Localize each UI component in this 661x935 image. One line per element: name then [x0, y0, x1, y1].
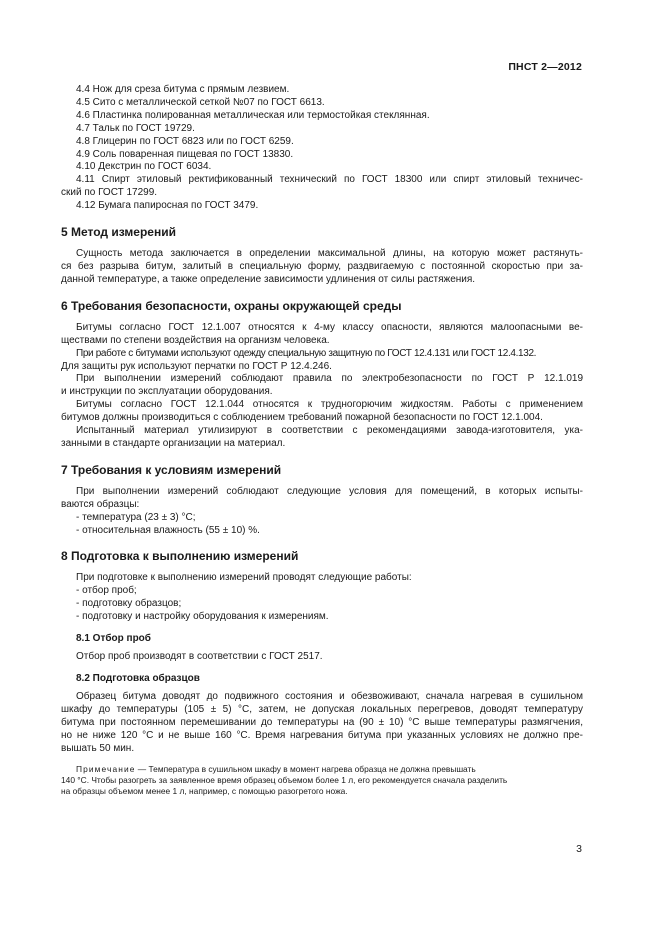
section-8-heading: 8 Подготовка к выполнению измерений: [61, 549, 299, 564]
list-item: 4.11 Спирт этиловый ректификованный технический по ГОСТ 18300 или спирт этиловый техничес-: [76, 174, 583, 186]
list-item: - отбор проб;: [76, 585, 137, 597]
note-line: 140 °С. Чтобы разогреть за заявленное время образец объемом более 1 л, его рекомендуется сначала разделить: [61, 774, 508, 785]
text-line: Сущность метода заключается в определении максимальной длины, на которую может растянуть-: [76, 248, 583, 260]
list-item: - подготовку образцов;: [76, 598, 182, 610]
section-6-body: [61, 322, 583, 451]
list-item: - температура (23 ± 3) °С;: [76, 511, 196, 523]
text-line: ваются образцы:: [61, 498, 140, 510]
text-line: вышать 50 мин.: [61, 742, 135, 754]
list-item: 4.10 Декстрин по ГОСТ 6034.: [76, 161, 212, 173]
list-item: 4.8 Глицерин по ГОСТ 6823 или по ГОСТ 6259.: [76, 135, 294, 147]
text-line: битума при постоянном перемешивании до температуры на (90 ± 10) °С выше температуры размягчения,: [61, 716, 583, 728]
note-text: — Температура в сушильном шкафу в момент нагрева образца не должна превышать: [135, 763, 476, 774]
text-line: Для защиты рук используют перчатки по ГОСТ Р 12.4.246.: [61, 360, 332, 372]
section-5-heading: 5 Метод измерений: [61, 225, 176, 240]
document-code: ПНСТ 2—2012: [508, 61, 582, 73]
note-first-line: [61, 764, 583, 775]
subsection-8-2-heading: 8.2 Подготовка образцов: [76, 673, 200, 684]
equipment-list: [61, 84, 583, 213]
section-7-heading: 7 Требования к условиям измерений: [61, 462, 282, 477]
text-line: Образец битума доводят до подвижного состояния и обезвоживают, сначала нагревая в сушильном: [76, 691, 583, 702]
text-line: При выполнении измерений соблюдают правила по электробезопасности по ГОСТ Р 12.1.019: [76, 373, 583, 385]
list-item: 4.4 Нож для среза битума с прямым лезвием.: [76, 84, 290, 95]
section-6-heading: 6 Требования безопасности, охраны окружающей среды: [61, 298, 402, 313]
text-line: Битумы согласно ГОСТ 12.1.007 относятся к 4-му классу опасности, являются малоопасными ве-: [76, 321, 583, 333]
text-line: битумов должны производиться с соблюдением требований пожарной безопасности по ГОСТ 12.1.004.: [61, 412, 543, 424]
list-item: 4.9 Соль поваренная пищевая по ГОСТ 13830.: [76, 148, 294, 160]
text-line: Испытанный материал утилизируют в соответствии с рекомендациями завода-изготовителя, ука-: [76, 425, 583, 437]
note-label: Примечание: [76, 763, 136, 774]
section-7-body: [61, 486, 583, 538]
text-line: При выполнении измерений соблюдают следующие условия для помещений, в которых испыты-: [76, 485, 583, 497]
list-item: 4.5 Сито с металлической сеткой №07 по ГОСТ 6613.: [76, 96, 325, 108]
text-line: Отбор проб производят в соответствии с ГОСТ 2517.: [76, 651, 323, 663]
subsection-8-1-heading: 8.1 Отбор проб: [76, 633, 151, 645]
list-item: 4.7 Тальк по ГОСТ 19729.: [76, 122, 195, 134]
text-line: данной температуре, а также определение зависимости удлинения от силы растяжения.: [61, 273, 476, 285]
note: [61, 764, 583, 798]
text-line: и инструкции по эксплуатации оборудования.: [61, 386, 273, 398]
section-8-body: [61, 572, 583, 624]
text-line: шкафу до температуры (105 ± 5) °С, затем, не допуская локальных перегревов, доводят температуру: [61, 703, 583, 715]
text-line: но не ниже 120 °С и не выше 160 °С. Время нагревания битума при указанных условиях не должно пре-: [61, 729, 583, 741]
text-line: ществами по степени воздействия на организм человека.: [61, 334, 330, 346]
text-line: При подготовке к выполнению измерений проводят следующие работы:: [76, 572, 412, 584]
section-5-body: [61, 248, 583, 287]
note-line: на образцы объемом менее 1 л, например, с помощью разогретого ножа.: [61, 785, 348, 796]
list-item: ский по ГОСТ 17299.: [61, 187, 158, 199]
text-line: Битумы согласно ГОСТ 12.1.044 относятся к трудногорючим жидкостям. Работы с применением: [76, 399, 583, 411]
text-line: ся без разрыва битум, залитый в специальную форму, раздвигаемую с постоянной скоростью при за-: [61, 260, 583, 272]
text-line: занными в стандарте организации на материал.: [61, 437, 286, 449]
text-line: При работе с битумами используют одежду специальную защитную по ГОСТ 12.4.131 или ГОСТ 12.4.132.: [76, 347, 537, 359]
list-item: - подготовку и настройку оборудования к измерениям.: [76, 611, 329, 623]
list-item: 4.12 Бумага папиросная по ГОСТ 3479.: [76, 200, 259, 212]
page-number: 3: [576, 843, 582, 855]
page-body: [61, 84, 583, 797]
list-item: - относительная влажность (55 ± 10) %.: [76, 524, 260, 536]
subsection-8-2-body: [61, 691, 583, 756]
list-item: 4.6 Пластинка полированная металлическая или термостойкая стеклянная.: [76, 109, 430, 121]
